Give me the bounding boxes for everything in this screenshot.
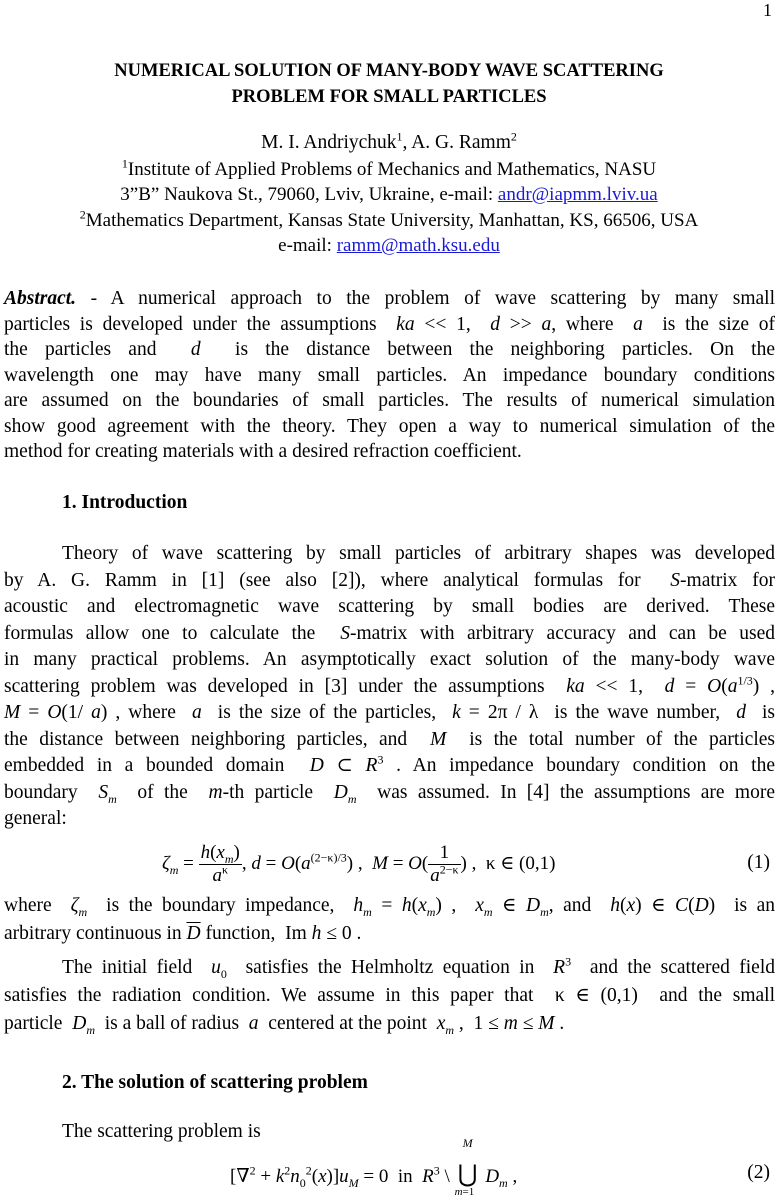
equation-2-label: (2) <box>747 1162 770 1183</box>
abstract: Abstract. - A numerical approach to the problem of wave scattering by many small particles is developed under the assumptions ka << 1, d >> a, where a is the size of the particles and d is the distance between the neighboring particles. On the wavelength one may have many small particles. An impedance boundary conditions are assumed on the boundaries of small particles. The results of numerical simulation show good agreement with the theory. They open a way to numerical simulation of the method for creating materials with a desired refraction coefficient. <box>4 288 776 462</box>
affiliation-2: $^2$Mathematics Department, Kansas State University, Manhattan, KS, 66506, USA <box>79 207 699 231</box>
intro-paragraph: Theory of wave scattering by small particles of arbitrary shapes was developed by A. G. Ramm in [1] (see also [2]), where analytical formulas for S-matrix for acoustic and electromagnetic wave scattering by small bodies are derived. These formulas allow one to calculate the S-matrix with arbitrary accuracy and can be used in many practical problems. An asymptotically exact solution of the many-body wave scattering problem was developed in [3] under the assumptions ka << 1, $d = O(a^{1/3})$ , M = O(1/ a) , where a is the size of the particles, k = 2π / λ is the wave number, d is the distance between neighboring particles, and M is the total number of the particles embedded in a bounded domain D ⊂ $R^3$ . An impedance boundary condition on the boundary $S_m$ of the m-th particle $D_m$ was assumed. In [4] the assumptions are more general: <box>4 543 775 829</box>
paper-title <box>0 58 778 110</box>
section-2-heading: 2. The solution of scattering problem <box>62 1072 368 1093</box>
equation-1: $\zeta_m$ = $\frac{h(x_m)}{a^\kappa}$ , $d = O(a^{(2-\kappa)/3})$ , M = O( $\frac{1}{a^{2-\kappa}}$ ) , κ ∈ (0,1) <box>162 842 556 886</box>
paragraph-2: The initial field $u_0$ satisfies the Helmholtz equation in $R^3$ and the scattered field satisfies the radiation condition. We assume in this paper that κ ∈ (0,1) and the small particle $D_m$ is a ball of radius a centered at the point $x_m$ , 1 ≤ m ≤ M . <box>4 954 776 1037</box>
affiliation-1: $^1$Institute of Applied Problems of Mechanics and Mathematics, NASU <box>121 156 657 180</box>
equation-1-label: (1) <box>747 852 770 873</box>
email-link-2[interactable]: ramm@math.ksu.edu <box>336 235 500 256</box>
equation-2: $[\nabla^2 + k^2n_0^2(x)]u_M = 0$ in $R^3$ \ M ⋃ m=1 $D_m$ , <box>230 1136 518 1198</box>
email-link-1[interactable]: andr@iapmm.lviv.ua <box>497 184 658 205</box>
address-1: 3”B” Naukova St., 79060, Lviv, Ukraine, e-mail: andr@iapmm.lviv.ua <box>120 184 658 205</box>
address-2: e-mail: ramm@math.ksu.edu <box>278 235 500 256</box>
section-1-heading: 1. Introduction <box>62 492 188 513</box>
title-line-1: NUMERICAL SOLUTION OF MANY-BODY WAVE SCATTERING <box>114 61 664 81</box>
section-2-intro: The scattering problem is <box>62 1121 261 1142</box>
title-line-2: PROBLEM FOR SMALL PARTICLES <box>231 87 547 107</box>
page-number: 1 <box>763 0 772 20</box>
after-equation-1: where $\zeta_m$ is the boundary impedance, $h_m = h(x_m)$ , $x_m$ ∈ $D_m$, and h(x) ∈ C(D) is an arbitrary continuous in $\overline{D}$ function, Im h ≤ 0 . <box>4 895 776 944</box>
authors: M. I. Andriychuk$^1$, A. G. Ramm$^2$ <box>261 129 517 153</box>
